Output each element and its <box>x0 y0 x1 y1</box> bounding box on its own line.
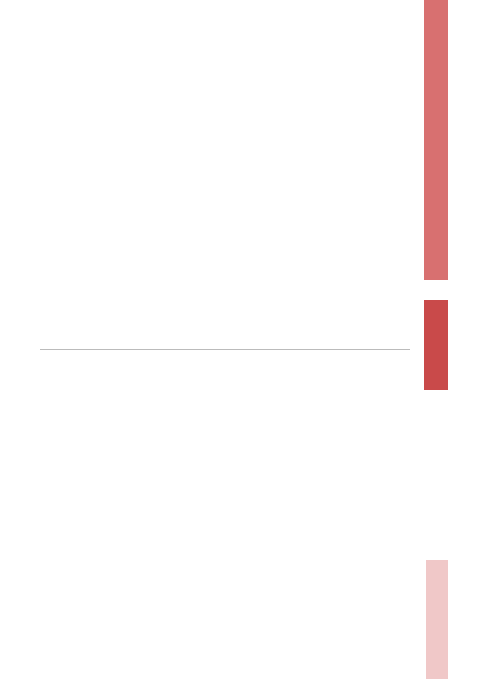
section-divider <box>40 349 410 350</box>
collection-title-band <box>424 0 448 280</box>
category-band <box>424 300 448 390</box>
decorative-bar <box>426 560 448 679</box>
